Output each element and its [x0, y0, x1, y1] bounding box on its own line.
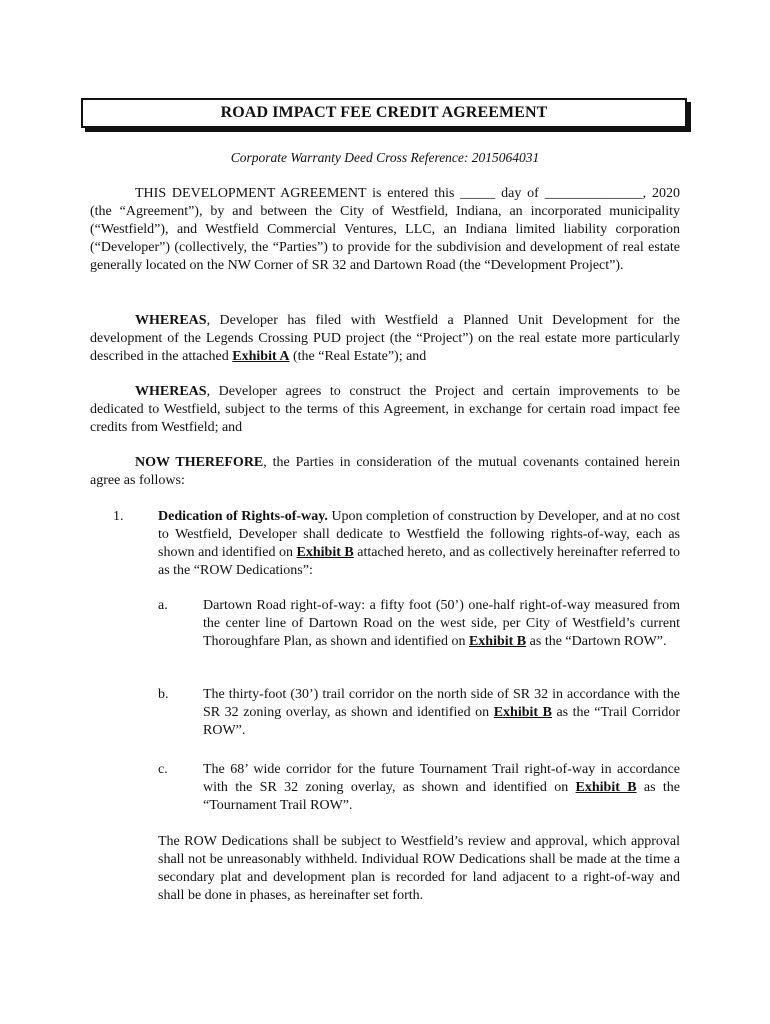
- section-1-text-before: Upon completion of construction by Developer, and at no cost to Westfield, Developer shall dedicate to Westfield the following rights-of-way, each as shown and identified on: [158, 509, 681, 560]
- document-title: ROAD IMPACT FEE CREDIT AGREEMENT: [220, 104, 548, 121]
- intro-paragraph: [90, 185, 680, 275]
- whereas-paragraph-2: [90, 383, 680, 437]
- item-a-text-before: Dartown Road right-of-way: a fifty foot (50’) one-half right-of-way measured from the center line of Dartown Road on the west side, per City of Westfield’s current Thoroughfare Plan, as shown and identified on: [203, 598, 680, 649]
- section-1-body: [158, 508, 680, 580]
- item-c-text-before: The 68’ wide corridor for the future Tournament Trail right-of-way in accordance with the SR 32 zoning overlay, as shown and identified on: [203, 762, 680, 795]
- whereas-lead-2: WHEREAS: [135, 384, 207, 399]
- whereas-lead-1: WHEREAS: [135, 313, 207, 328]
- exhibit-b-reference: Exhibit B: [296, 545, 354, 560]
- section-1-text-after: attached hereto, and as collectively hereinafter referred to as the “ROW Dedications”:: [158, 545, 680, 578]
- item-b-text-before: The thirty-foot (30’) trail corridor on the north side of SR 32 in accordance with the SR 32 zoning overlay, as shown and identified on: [203, 687, 680, 720]
- cross-reference: Corporate Warranty Deed Cross Reference: 2015064031: [230, 150, 540, 165]
- whereas-1-text-after: (the “Real Estate”); and: [289, 349, 427, 364]
- item-c-text-after: as the “Tournament Trail ROW”.: [203, 780, 681, 813]
- item-a-text-after: as the “Dartown ROW”.: [526, 634, 667, 649]
- whereas-paragraph-1: [90, 312, 680, 366]
- section-1-heading: Dedication of Rights-of-way.: [158, 509, 328, 524]
- item-b-letter: b.: [158, 687, 169, 702]
- item-b-exhibit: Exhibit B: [493, 705, 552, 720]
- section-1-number: 1.: [113, 509, 124, 524]
- exhibit-a-reference: Exhibit A: [232, 349, 290, 364]
- item-a-letter: a.: [158, 598, 168, 613]
- item-c-body: [203, 761, 680, 815]
- now-therefore-lead: NOW THEREFORE: [135, 455, 264, 470]
- title-box: [81, 98, 687, 128]
- now-therefore-text: , the Parties in consideration of the mutual covenants contained herein agree as follows:: [90, 455, 680, 488]
- whereas-2-text: , Developer agrees to construct the Project and certain improvements to be dedicated to Westfield, subject to the terms of this Agreement, in exchange for certain road impact fee credits from Westfield; and: [90, 384, 680, 435]
- item-a-exhibit: Exhibit B: [468, 634, 527, 649]
- item-b-text-after: as the “Trail Corridor ROW”.: [203, 705, 680, 738]
- now-therefore-paragraph: [90, 454, 680, 490]
- item-c-exhibit: Exhibit B: [575, 780, 637, 795]
- whereas-1-text-before: , Developer has filed with Westfield a Planned Unit Development for the development of the Legends Crossing PUD project (the “Project”) on the real estate more particularly described in the attached: [90, 313, 680, 364]
- intro-text: THIS DEVELOPMENT AGREEMENT is entered this _____ day of ______________, 2020 (the “Agreement”), by and between the City of Westfield, Indiana, an incorporated municipality (“Westfield”), and Westfield Commercial Ventures, LLC, an Indiana limited liability corporation (“Developer”) (collectively, the “Parties”) to provide for the subdivision and development of real estate generally located on the NW Corner of SR 32 and Dartown Road (the “Development Project”).: [90, 186, 680, 273]
- item-c-letter: c.: [158, 762, 168, 777]
- item-a-body: [203, 597, 680, 651]
- item-b-body: [203, 686, 680, 740]
- row-dedications-closing: The ROW Dedications shall be subject to Westfield’s review and approval, which approval shall not be unreasonably withheld. Individual ROW Dedications shall be made at the time a secondary plat and development plan is recorded for land adjacent to a right-of-way and shall be done in phases, as hereinafter set forth.: [158, 834, 680, 903]
